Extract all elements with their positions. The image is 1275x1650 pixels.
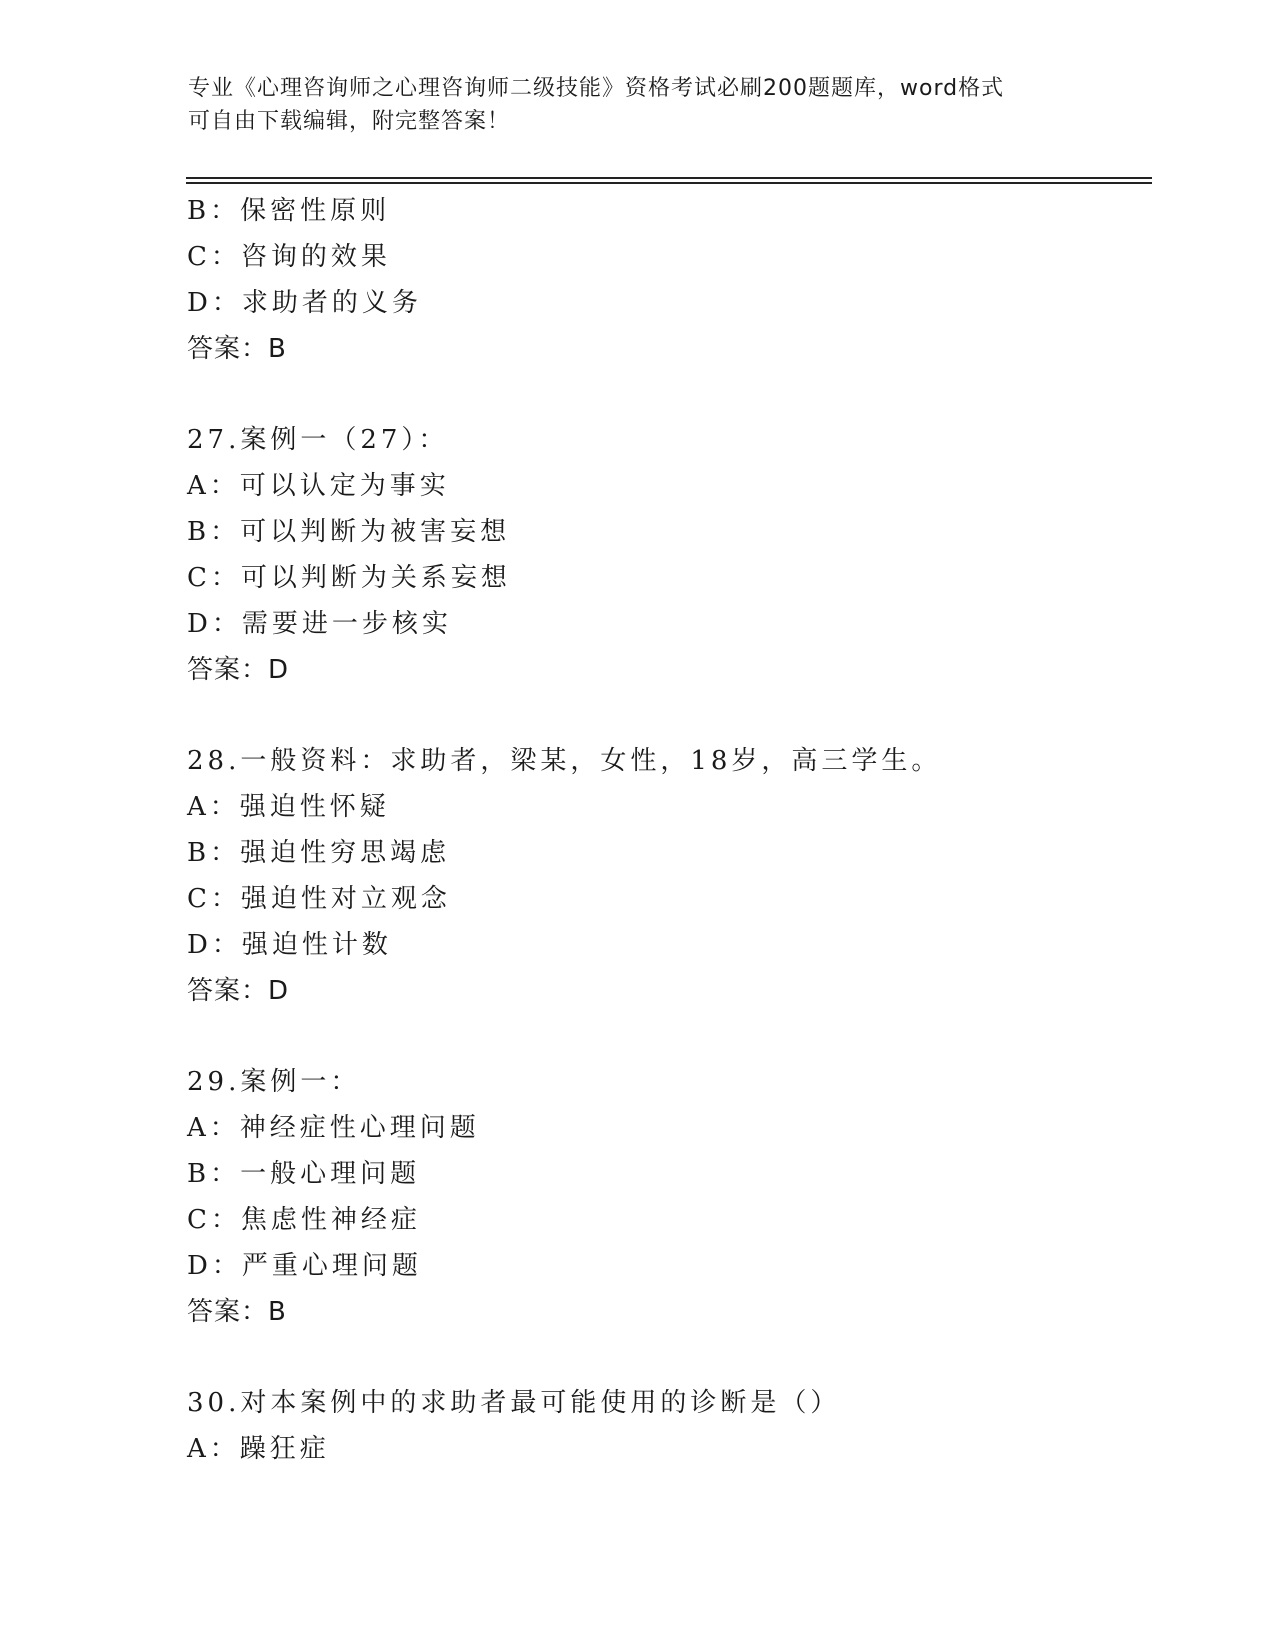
answer-line: 答案：B <box>187 1297 287 1327</box>
option-c: C：焦虑性神经症 <box>187 1205 421 1235</box>
option-a: A：强迫性怀疑 <box>187 792 390 822</box>
header-title-line-1: 专业《心理咨询师之心理咨询师二级技能》资格考试必刷200题题库，word格式 <box>188 76 1005 101</box>
question-stem: 27.案例一（27）： <box>187 425 449 455</box>
option-c: C：咨询的效果 <box>187 242 391 272</box>
option-b: B：可以判断为被害妄想 <box>187 517 511 547</box>
question-block-30 <box>187 1380 1147 1472</box>
option-b: B：一般心理问题 <box>187 1159 421 1189</box>
answer-line: 答案：D <box>187 655 290 685</box>
option-d: D：求助者的义务 <box>187 288 422 318</box>
option-a: A：可以认定为事实 <box>187 471 450 501</box>
header-divider-bottom <box>186 182 1152 184</box>
option-d: D：需要进一步核实 <box>187 609 452 639</box>
option-b: B：保密性原则 <box>187 196 391 226</box>
option-d: D：严重心理问题 <box>187 1251 422 1281</box>
option-c: C：强迫性对立观念 <box>187 884 451 914</box>
option-a: A：神经症性心理问题 <box>187 1113 480 1143</box>
document-header <box>188 72 1088 138</box>
option-c: C：可以判断为关系妄想 <box>187 563 511 593</box>
question-block-28 <box>187 738 1147 1014</box>
option-b: B：强迫性穷思竭虑 <box>187 838 451 868</box>
answer-line: 答案：B <box>187 334 287 364</box>
question-stem: 29.案例一： <box>187 1067 361 1097</box>
block-spacer <box>187 693 1147 738</box>
question-stem: 28.一般资料：求助者，梁某，女性，18岁，高三学生。 <box>187 746 942 776</box>
question-block-26 <box>187 188 1147 372</box>
header-title-line-2: 可自由下载编辑，附完整答案！ <box>188 109 511 134</box>
question-block-29 <box>187 1059 1147 1335</box>
answer-line: 答案：D <box>187 976 290 1006</box>
header-divider-top <box>186 177 1152 179</box>
block-spacer <box>187 372 1147 417</box>
block-spacer <box>187 1335 1147 1380</box>
question-stem: 30.对本案例中的求助者最可能使用的诊断是（） <box>187 1388 841 1418</box>
question-block-27 <box>187 417 1147 693</box>
option-a: A：躁狂症 <box>187 1434 330 1464</box>
option-d: D：强迫性计数 <box>187 930 392 960</box>
question-list <box>187 188 1147 1472</box>
block-spacer <box>187 1014 1147 1059</box>
